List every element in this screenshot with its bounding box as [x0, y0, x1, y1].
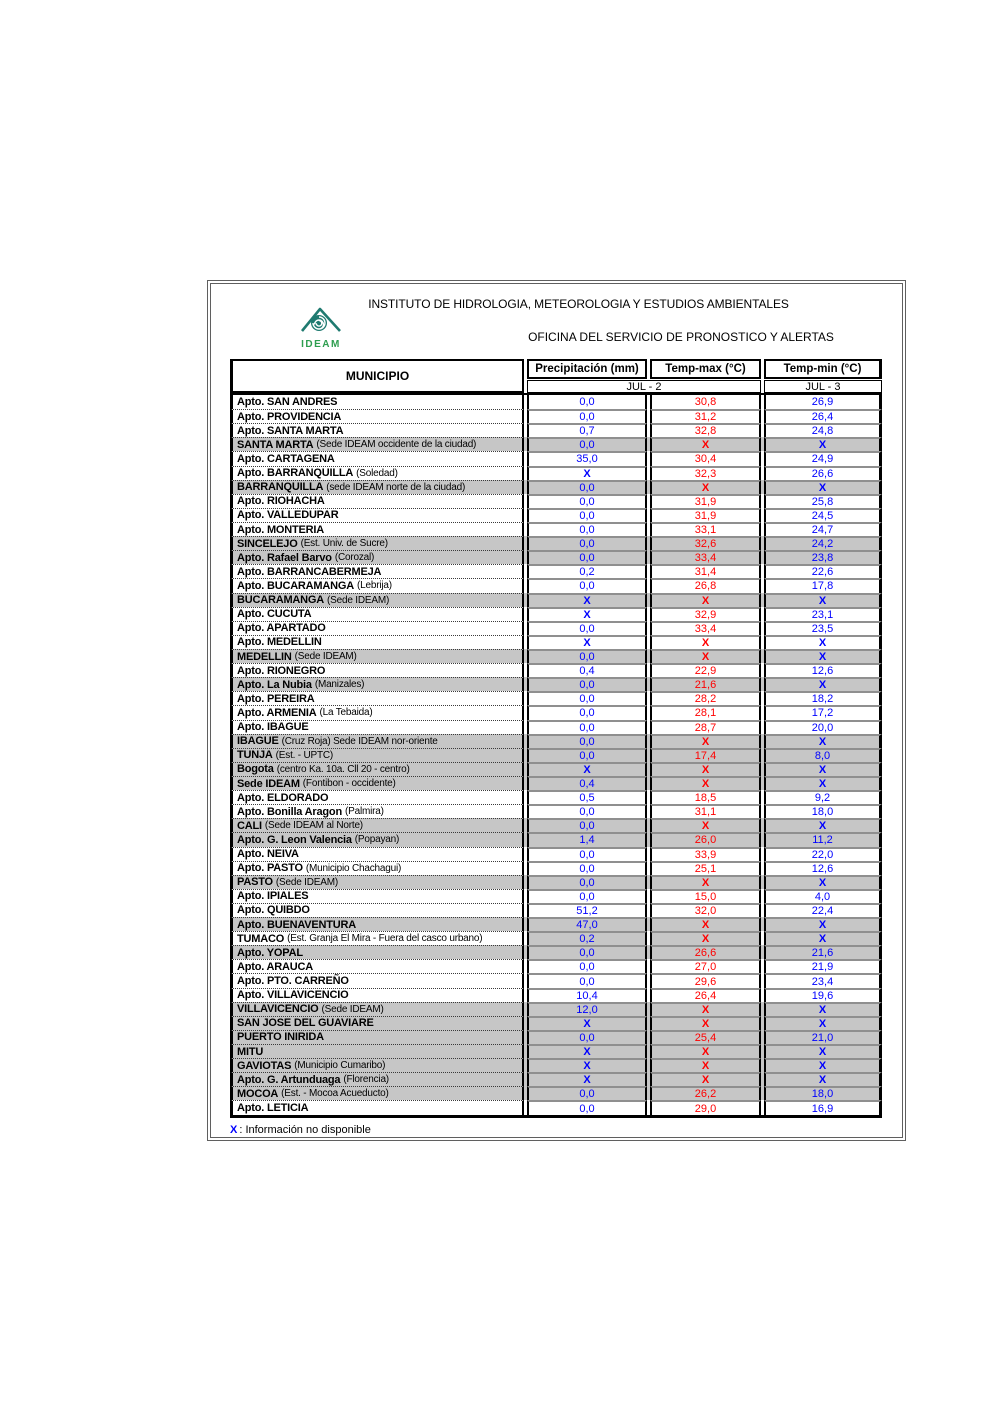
municipio-cell: Apto. IPIALES [230, 889, 524, 903]
tmax-cell: 33,9 [650, 847, 761, 861]
tmax-cell: 15,0 [650, 889, 761, 903]
table-row [230, 917, 882, 931]
precip-cell: 0,0 [527, 1030, 647, 1044]
tmin-cell: 23,5 [764, 621, 882, 635]
ideam-mountain-swirl-icon [298, 304, 344, 336]
municipio-cell: Apto. VILLAVICENCIO [230, 988, 524, 1002]
tmax-cell: X [650, 1002, 761, 1016]
table-row [230, 508, 882, 522]
municipio-cell: Apto. SANTA MARTA [230, 423, 524, 437]
municipio-cell: Apto. G. Artunduaga (Florencia) [230, 1072, 524, 1086]
precip-cell: X [527, 762, 647, 776]
tmin-cell: X [764, 1072, 882, 1086]
tmax-cell: X [650, 635, 761, 649]
precip-cell: 0,0 [527, 437, 647, 451]
table-row [230, 564, 882, 578]
tmin-cell: 18,0 [764, 1086, 882, 1100]
tmax-cell: X [650, 1016, 761, 1030]
municipio-cell: Apto. MONTERIA [230, 522, 524, 536]
tmin-cell: 26,4 [764, 409, 882, 423]
municipio-cell: TUMACO (Est. Granja El Mira - Fuera del casco urbano) [230, 931, 524, 945]
precip-cell: 0,0 [527, 1100, 647, 1114]
tmax-cell: 31,9 [650, 494, 761, 508]
precip-cell: 0,0 [527, 748, 647, 762]
municipio-cell: Apto. G. Leon Valencia (Popayan) [230, 832, 524, 846]
tmin-cell: 12,6 [764, 861, 882, 875]
tmin-cell: 4,0 [764, 889, 882, 903]
tmin-cell: 26,9 [764, 395, 882, 409]
precip-cell: 0,0 [527, 536, 647, 550]
tmax-cell: X [650, 437, 761, 451]
table-row [230, 536, 882, 550]
tmax-cell: 32,9 [650, 607, 761, 621]
tmax-cell: 31,2 [650, 409, 761, 423]
tmin-cell: X [764, 931, 882, 945]
tmin-cell: 22,6 [764, 564, 882, 578]
municipio-cell: Apto. LETICIA [230, 1100, 524, 1114]
table-row [230, 776, 882, 790]
precip-cell: X [527, 1044, 647, 1058]
table-row [230, 621, 882, 635]
table-row [230, 480, 882, 494]
precip-cell: 0,4 [527, 776, 647, 790]
tmax-cell: 33,4 [650, 621, 761, 635]
tmax-cell: 27,0 [650, 959, 761, 973]
table-row [230, 973, 882, 987]
tmin-cell: 22,4 [764, 903, 882, 917]
column-header-municipio: MUNICIPIO [230, 359, 524, 393]
municipio-cell: Apto. La Nubia (Manizales) [230, 677, 524, 691]
municipio-cell: Apto. BARRANCABERMEJA [230, 564, 524, 578]
tmax-cell: 33,4 [650, 550, 761, 564]
municipio-cell: Apto. RIONEGRO [230, 663, 524, 677]
table-row [230, 903, 882, 917]
tmin-cell: 16,9 [764, 1100, 882, 1114]
precip-cell: 0,0 [527, 889, 647, 903]
ideam-logo [295, 304, 347, 350]
tmin-cell: X [764, 818, 882, 832]
tmin-cell: 24,5 [764, 508, 882, 522]
municipio-cell: Apto. PASTO (Municipio Chachagui) [230, 861, 524, 875]
tmax-cell: X [650, 776, 761, 790]
municipio-cell: Apto. CARTAGENA [230, 451, 524, 465]
tmin-cell: 24,8 [764, 423, 882, 437]
municipio-cell: Apto. PTO. CARREÑO [230, 973, 524, 987]
office-subtitle: OFICINA DEL SERVICIO DE PRONOSTICO Y ALERTAS [528, 330, 834, 344]
tmax-cell: 22,9 [650, 663, 761, 677]
table-row [230, 635, 882, 649]
tmin-cell: X [764, 649, 882, 663]
municipio-cell: Sede IDEAM (Fontibon - occidente) [230, 776, 524, 790]
tmin-cell: 24,2 [764, 536, 882, 550]
table-row [230, 593, 882, 607]
table-body [230, 393, 882, 1118]
tmin-cell: X [764, 762, 882, 776]
tmin-cell: 23,8 [764, 550, 882, 564]
tmin-cell: 22,0 [764, 847, 882, 861]
tmax-cell: X [650, 480, 761, 494]
municipio-cell: CALI (Sede IDEAM al Norte) [230, 818, 524, 832]
tmax-cell: X [650, 917, 761, 931]
tmax-cell: 29,6 [650, 973, 761, 987]
tmax-cell: 17,4 [650, 748, 761, 762]
municipio-cell: Apto. VALLEDUPAR [230, 508, 524, 522]
precip-cell: X [527, 1072, 647, 1086]
precip-cell: 35,0 [527, 451, 647, 465]
table-row [230, 988, 882, 1002]
tmin-cell: X [764, 437, 882, 451]
tmin-cell: 21,6 [764, 945, 882, 959]
precip-cell: 0,0 [527, 720, 647, 734]
tmin-cell: 20,0 [764, 720, 882, 734]
tmin-cell: X [764, 1016, 882, 1030]
municipio-cell: MITU [230, 1044, 524, 1058]
table-row [230, 578, 882, 592]
tmin-cell: 25,8 [764, 494, 882, 508]
table-row [230, 451, 882, 465]
tmax-cell: 31,1 [650, 804, 761, 818]
tmin-cell: 9,2 [764, 790, 882, 804]
precip-cell: 0,0 [527, 1086, 647, 1100]
precip-cell: 0,0 [527, 691, 647, 705]
tmax-cell: X [650, 734, 761, 748]
municipio-cell: Apto. BARRANQUILLA (Soledad) [230, 466, 524, 480]
table-row [230, 663, 882, 677]
tmin-cell: X [764, 1002, 882, 1016]
precip-cell: 0,0 [527, 677, 647, 691]
report-outer-frame [207, 280, 906, 1141]
table-row [230, 409, 882, 423]
precip-cell: 0,0 [527, 550, 647, 564]
table-row [230, 494, 882, 508]
tmin-cell: 21,9 [764, 959, 882, 973]
precip-cell: 0,0 [527, 649, 647, 663]
municipio-cell: Apto. MEDELLIN [230, 635, 524, 649]
tmin-cell: X [764, 677, 882, 691]
table-row [230, 959, 882, 973]
tmax-cell: X [650, 593, 761, 607]
municipio-cell: PUERTO INIRIDA [230, 1030, 524, 1044]
municipio-cell: MEDELLIN (Sede IDEAM) [230, 649, 524, 663]
tmax-cell: 32,3 [650, 466, 761, 480]
precip-cell: 0,0 [527, 734, 647, 748]
precip-cell: 0,0 [527, 818, 647, 832]
precip-cell: 1,4 [527, 832, 647, 846]
tmax-cell: 25,1 [650, 861, 761, 875]
municipio-cell: Apto. Rafael Barvo (Corozal) [230, 550, 524, 564]
tmax-cell: 32,6 [650, 536, 761, 550]
tmax-cell: X [650, 1072, 761, 1086]
municipio-cell: Apto. RIOHACHA [230, 494, 524, 508]
precip-cell: 47,0 [527, 917, 647, 931]
precip-cell: 0,0 [527, 395, 647, 409]
precip-cell: 0,0 [527, 945, 647, 959]
table-row [230, 832, 882, 846]
tmin-cell: X [764, 1044, 882, 1058]
tmin-cell: 18,0 [764, 804, 882, 818]
tmax-cell: 29,0 [650, 1100, 761, 1114]
table-row [230, 748, 882, 762]
precip-cell: 0,0 [527, 847, 647, 861]
table-row [230, 691, 882, 705]
tmin-cell: 23,4 [764, 973, 882, 987]
precip-cell: 0,0 [527, 578, 647, 592]
municipio-cell: SANTA MARTA (Sede IDEAM occidente de la ciudad) [230, 437, 524, 451]
municipio-cell: Apto. ARAUCA [230, 959, 524, 973]
precip-cell: X [527, 466, 647, 480]
table-row [230, 931, 882, 945]
municipio-cell: Apto. PEREIRA [230, 691, 524, 705]
precip-cell: X [527, 607, 647, 621]
municipio-cell: IBAGUE (Cruz Roja) Sede IDEAM nor-oriente [230, 734, 524, 748]
precip-cell: 0,0 [527, 861, 647, 875]
precip-cell: 0,0 [527, 508, 647, 522]
precip-cell: X [527, 593, 647, 607]
tmin-cell: 11,2 [764, 832, 882, 846]
tmin-cell: X [764, 635, 882, 649]
tmin-cell: 17,8 [764, 578, 882, 592]
tmin-cell: 26,6 [764, 466, 882, 480]
report-inner-frame [210, 283, 903, 1138]
table-row [230, 1002, 882, 1016]
table-row [230, 522, 882, 536]
tmax-cell: 30,8 [650, 395, 761, 409]
municipio-cell: Apto. IBAGUE [230, 720, 524, 734]
municipio-cell: Apto. PROVIDENCIA [230, 409, 524, 423]
municipio-cell: GAVIOTAS (Municipio Cumaribo) [230, 1058, 524, 1072]
tmax-cell: 26,2 [650, 1086, 761, 1100]
table-row [230, 861, 882, 875]
institute-title: INSTITUTO DE HIDROLOGIA, METEOROLOGIA Y ESTUDIOS AMBIENTALES [368, 297, 789, 311]
tmax-cell: 18,5 [650, 790, 761, 804]
tmin-cell: X [764, 593, 882, 607]
municipio-cell: MOCOA (Est. - Mocoa Acueducto) [230, 1086, 524, 1100]
precip-cell: 12,0 [527, 1002, 647, 1016]
municipio-cell: TUNJA (Est. - UPTC) [230, 748, 524, 762]
municipio-cell: Apto. BUENAVENTURA [230, 917, 524, 931]
municipio-cell: Apto. BUCARAMANGA (Lebrija) [230, 578, 524, 592]
table-row [230, 1030, 882, 1044]
precip-cell: 0,0 [527, 480, 647, 494]
tmax-cell: 26,0 [650, 832, 761, 846]
tmax-cell: 32,8 [650, 423, 761, 437]
precip-cell: X [527, 635, 647, 649]
subheader-jul-2: JUL - 2 [527, 380, 761, 393]
precip-cell: 10,4 [527, 988, 647, 1002]
tmin-cell: 18,2 [764, 691, 882, 705]
tmax-cell: X [650, 649, 761, 663]
tmax-cell: 21,6 [650, 677, 761, 691]
tmin-cell: X [764, 917, 882, 931]
precip-cell: 51,2 [527, 903, 647, 917]
tmin-cell: X [764, 734, 882, 748]
table-row [230, 466, 882, 480]
tmax-cell: X [650, 931, 761, 945]
municipio-cell: Apto. CUCUTA [230, 607, 524, 621]
tmin-cell: 23,1 [764, 607, 882, 621]
table-row [230, 677, 882, 691]
tmin-cell: X [764, 776, 882, 790]
municipio-cell: Apto. ELDORADO [230, 790, 524, 804]
municipio-cell: Apto. Bonilla Aragon (Palmira) [230, 804, 524, 818]
municipio-cell: BARRANQUILLA (sede IDEAM norte de la ciudad) [230, 480, 524, 494]
ideam-logo-text: IDEAM [301, 339, 341, 350]
tmax-cell: 32,0 [650, 903, 761, 917]
table-row [230, 720, 882, 734]
precip-cell: 0,5 [527, 790, 647, 804]
tmax-cell: 33,1 [650, 522, 761, 536]
tmin-cell: 21,0 [764, 1030, 882, 1044]
column-header-precipitacion: Precipitación (mm) [527, 359, 647, 379]
municipio-cell: SINCELEJO (Est. Univ. de Sucre) [230, 536, 524, 550]
precip-cell: 0,2 [527, 931, 647, 945]
tmax-cell: 26,6 [650, 945, 761, 959]
table-row [230, 945, 882, 959]
subheader-jul-3: JUL - 3 [764, 380, 882, 393]
tmax-cell: X [650, 1058, 761, 1072]
tmax-cell: X [650, 818, 761, 832]
precip-cell: 0,0 [527, 973, 647, 987]
forecast-table [230, 359, 882, 1118]
tmax-cell: 26,8 [650, 578, 761, 592]
municipio-cell: Apto. NEIVA [230, 847, 524, 861]
table-row [230, 790, 882, 804]
precip-cell: X [527, 1016, 647, 1030]
table-row [230, 649, 882, 663]
tmin-cell: 8,0 [764, 748, 882, 762]
municipio-cell: Apto. YOPAL [230, 945, 524, 959]
tmax-cell: 28,7 [650, 720, 761, 734]
municipio-cell: Apto. ARMENIA (La Tebaida) [230, 705, 524, 719]
municipio-cell: Apto. APARTADO [230, 621, 524, 635]
table-row [230, 395, 882, 409]
table-row [230, 818, 882, 832]
tmax-cell: 31,4 [650, 564, 761, 578]
table-row [230, 437, 882, 451]
legend-x-symbol: X [230, 1124, 238, 1136]
precip-cell: 0,0 [527, 959, 647, 973]
table-row [230, 804, 882, 818]
table-row [230, 875, 882, 889]
municipio-cell: Apto. QUIBDO [230, 903, 524, 917]
tmin-cell: 24,9 [764, 451, 882, 465]
tmin-cell: X [764, 875, 882, 889]
table-row [230, 847, 882, 861]
table-row [230, 1044, 882, 1058]
tmax-cell: 28,2 [650, 691, 761, 705]
precip-cell: 0,0 [527, 621, 647, 635]
tmax-cell: 31,9 [650, 508, 761, 522]
tmin-cell: 24,7 [764, 522, 882, 536]
precip-cell: 0,2 [527, 564, 647, 578]
tmax-cell: 28,1 [650, 705, 761, 719]
precip-cell: 0,0 [527, 522, 647, 536]
table-row [230, 1016, 882, 1030]
table-row [230, 1058, 882, 1072]
table-row [230, 734, 882, 748]
column-header-temp-min: Temp-min (°C) [764, 359, 882, 379]
precip-cell: X [527, 1058, 647, 1072]
tmax-cell: X [650, 762, 761, 776]
table-row [230, 607, 882, 621]
tmax-cell: 30,4 [650, 451, 761, 465]
tmax-cell: 25,4 [650, 1030, 761, 1044]
municipio-cell: Bogota (centro Ka. 10a. Cll 20 - centro) [230, 762, 524, 776]
municipio-cell: VILLAVICENCIO (Sede IDEAM) [230, 1002, 524, 1016]
legend-text: : Información no disponible [239, 1124, 371, 1136]
municipio-cell: PASTO (Sede IDEAM) [230, 875, 524, 889]
table-row [230, 1072, 882, 1086]
tmin-cell: X [764, 1058, 882, 1072]
tmin-cell: 17,2 [764, 705, 882, 719]
legend-note [230, 1124, 371, 1136]
municipio-cell: Apto. SAN ANDRES [230, 395, 524, 409]
precip-cell: 0,0 [527, 875, 647, 889]
precip-cell: 0,0 [527, 494, 647, 508]
table-row [230, 1086, 882, 1100]
table-row [230, 762, 882, 776]
column-header-temp-max: Temp-max (°C) [650, 359, 761, 379]
tmin-cell: 19,6 [764, 988, 882, 1002]
table-row [230, 889, 882, 903]
precip-cell: 0,4 [527, 663, 647, 677]
table-row [230, 423, 882, 437]
precip-cell: 0,7 [527, 423, 647, 437]
precip-cell: 0,0 [527, 804, 647, 818]
table-row [230, 1100, 882, 1114]
tmax-cell: X [650, 875, 761, 889]
tmin-cell: 12,6 [764, 663, 882, 677]
table-header [230, 359, 882, 393]
table-row [230, 705, 882, 719]
tmin-cell: X [764, 480, 882, 494]
municipio-cell: SAN JOSE DEL GUAVIARE [230, 1016, 524, 1030]
tmax-cell: X [650, 1044, 761, 1058]
tmax-cell: 26,4 [650, 988, 761, 1002]
table-row [230, 550, 882, 564]
precip-cell: 0,0 [527, 409, 647, 423]
precip-cell: 0,0 [527, 705, 647, 719]
municipio-cell: BUCARAMANGA (Sede IDEAM) [230, 593, 524, 607]
